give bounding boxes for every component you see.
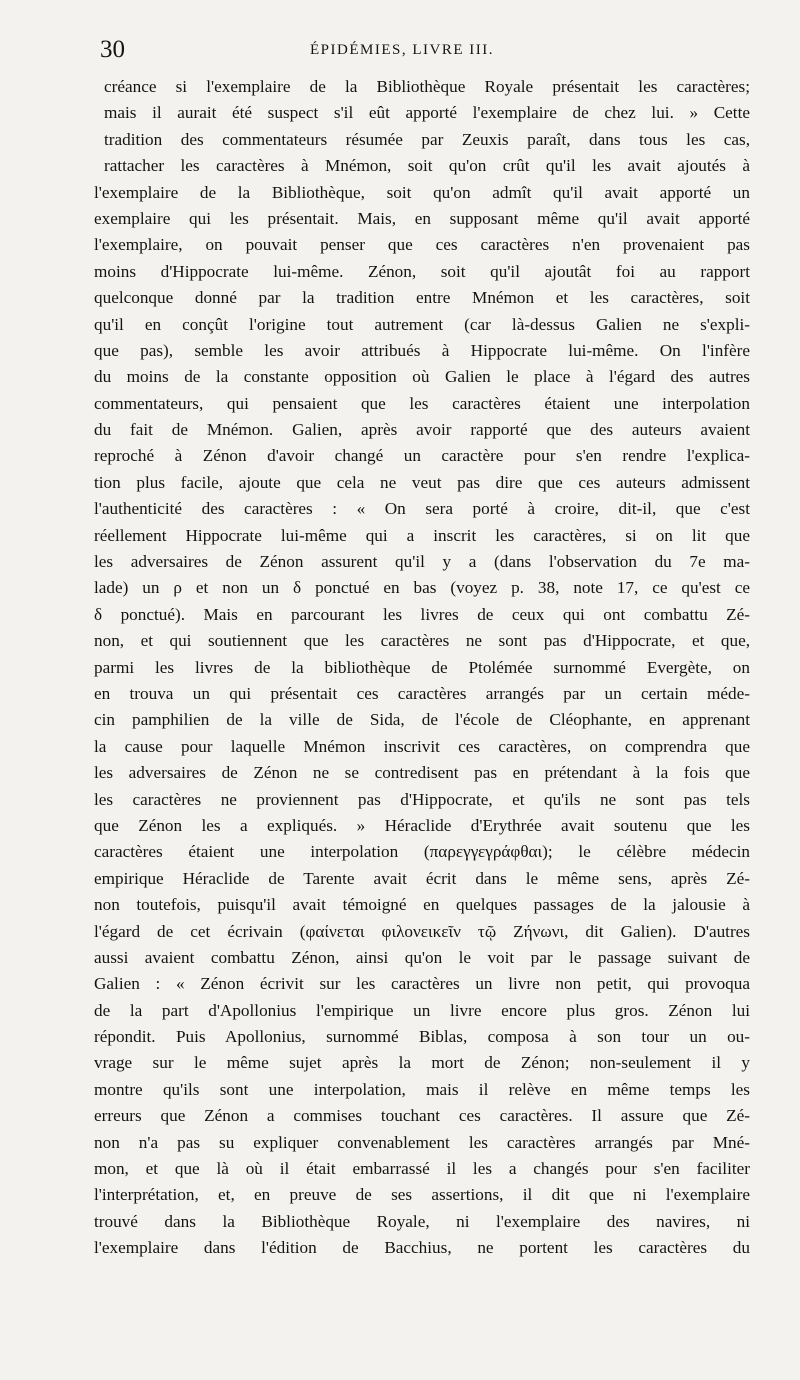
text-line: non toutefois, puisqu'il avait témoigné en quelques passages de la jalousie à (94, 895, 750, 915)
text-line: les adversaires de Zénon ne se contredisent pas en prétendant à la fois que (94, 763, 750, 783)
text-line: Galien : « Zénon écrivit sur les caractères un livre non petit, qui provoqua (94, 974, 750, 994)
text-line: répondit. Puis Apollonius, surnommé Biblas, composa à son tour un ou- (94, 1027, 750, 1047)
text-line: en trouva un qui présentait ces caractères arrangés par un certain méde- (94, 683, 750, 703)
page-header (100, 34, 750, 74)
text-line: mon, et que là où il était embarrassé il les a changés pour s'en faciliter (94, 1159, 750, 1179)
text-line: parmi les livres de la bibliothèque de Ptolémée surnommé Evergète, on (94, 657, 750, 677)
page-number: 30 (100, 36, 125, 63)
text-line: que pas), semble les avoir attribués à Hippocrate lui-même. On l'infère (94, 340, 750, 360)
text-line: δ ponctué). Mais en parcourant les livres de ceux qui ont combattu Zé- (94, 604, 750, 624)
text-line: créance si l'exemplaire de la Bibliothèque Royale présentait les caractères; (104, 77, 750, 96)
body-text (88, 74, 750, 1262)
text-line: du fait de Mnémon. Galien, après avoir rapporté que des auteurs avaient (94, 420, 750, 440)
text-line: réellement Hippocrate lui-même qui a inscrit les caractères, si on lit que (94, 525, 750, 545)
text-line: l'authenticité des caractères : « On sera porté à croire, dit-il, que c'est (94, 499, 750, 519)
text-line: rattacher les caractères à Mnémon, soit qu'on crût qu'il les avait ajoutés à (104, 156, 750, 176)
text-line: mais il aurait été suspect s'il eût apporté l'exemplaire de chez lui. » Cette (104, 103, 750, 123)
text-line: du moins de la constante opposition où Galien le place à l'égard des autres (94, 367, 750, 387)
text-line: commentateurs, qui pensaient que les caractères étaient une interpolation (94, 393, 750, 413)
text-line: lade) un ρ et non un δ ponctué en bas (voyez p. 38, note 17, ce qu'est ce (94, 578, 750, 598)
text-line: l'exemplaire dans l'édition de Bacchius, ne portent les caractères du (94, 1238, 750, 1258)
text-line: qu'il en conçût l'origine tout autrement (car là-dessus Galien ne s'expli- (94, 314, 750, 334)
text-line: l'exemplaire de la Bibliothèque, soit qu'on admît qu'il avait apporté un (94, 182, 750, 202)
text-line: montre qu'ils sont une interpolation, mais il relève en même temps les (94, 1079, 750, 1099)
text-line: de la part d'Apollonius l'empirique un livre encore plus gros. Zénon lui (94, 1000, 750, 1020)
text-line: l'interprétation, et, en preuve de ses assertions, il dit que ni l'exemplaire (94, 1185, 750, 1205)
text-line: moins d'Hippocrate lui-même. Zénon, soit qu'il ajoutât foi au rapport (94, 261, 750, 281)
text-line: la cause pour laquelle Mnémon inscrivit ces caractères, on comprendra que (94, 736, 750, 756)
text-line: caractères étaient une interpolation (παρεγγεγράφθαι); le célèbre médecin (94, 842, 750, 862)
text-line: empirique Héraclide de Tarente avait écrit dans le même sens, après Zé- (94, 868, 750, 888)
text-line: tradition des commentateurs résumée par Zeuxis paraît, dans tous les cas, (104, 129, 750, 149)
text-line: trouvé dans la Bibliothèque Royale, ni l'exemplaire des navires, ni (94, 1211, 750, 1231)
text-line: les adversaires de Zénon assurent qu'il y a (dans l'observation du 7e ma- (94, 552, 750, 572)
text-line: exemplaire qui les présentait. Mais, en supposant même qu'il avait apporté (94, 208, 750, 228)
text-line: quelconque donné par la tradition entre Mnémon et les caractères, soit (94, 288, 750, 308)
running-title: ÉPIDÉMIES, LIVRE III. (310, 42, 494, 58)
text-line: cin pamphilien de la ville de Sida, de l'école de Cléophante, en apprenant (94, 710, 750, 730)
text-line: non n'a pas su expliquer convenablement les caractères arrangés par Mné- (94, 1132, 750, 1152)
text-line: erreurs que Zénon a commises touchant ces caractères. Il assure que Zé- (94, 1106, 750, 1126)
text-line: reproché à Zénon d'avoir changé un caractère pour s'en rendre l'explica- (94, 446, 750, 466)
text-line: l'exemplaire, on pouvait penser que ces caractères n'en provenaient pas (94, 235, 750, 255)
text-line: les caractères ne proviennent pas d'Hippocrate, et qu'ils ne sont pas tels (94, 789, 750, 809)
text-line: que Zénon les a expliqués. » Héraclide d'Erythrée avait soutenu que les (94, 815, 750, 835)
text-line: tion plus facile, ajoute que cela ne veut pas dire que ces auteurs admissent (94, 472, 750, 492)
text-line: non, et qui soutiennent que les caractères ne sont pas d'Hippocrate, et que, (94, 631, 750, 651)
text-line: l'égard de cet écrivain (φαίνεται φιλονεικεῖν τῷ Ζήνωνι, dit Galien). D'autres (94, 921, 750, 941)
text-line: aussi avaient combattu Zénon, ainsi qu'on le voit par le passage suivant de (94, 947, 750, 967)
text-line: vrage sur le même sujet après la mort de Zénon; non-seulement il y (94, 1053, 750, 1073)
